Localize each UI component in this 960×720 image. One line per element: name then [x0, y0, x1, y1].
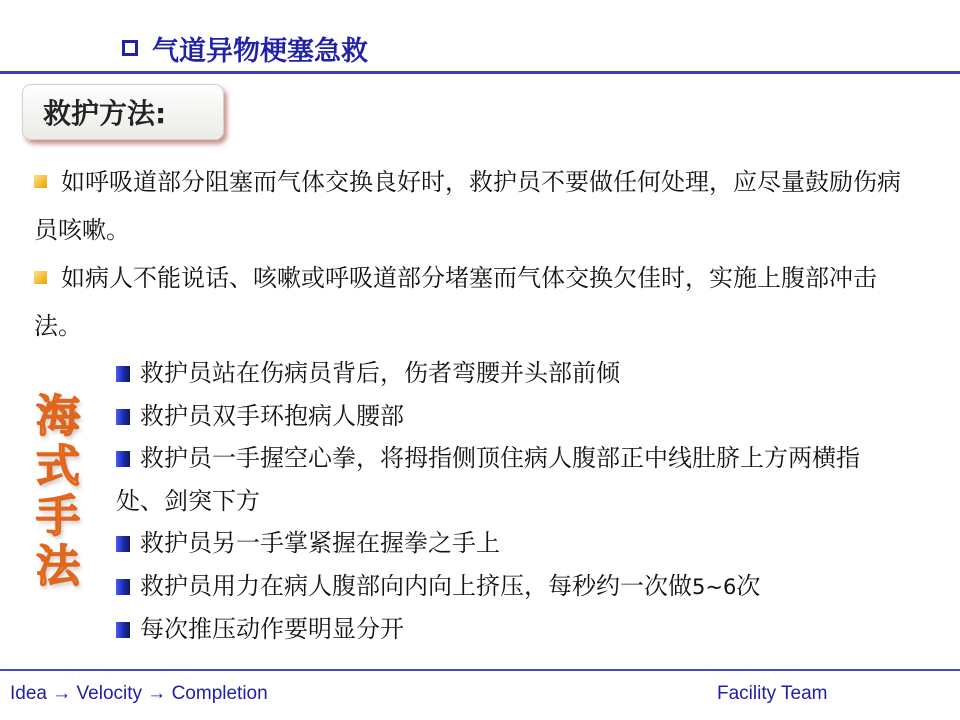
step-text: 次 [736, 571, 761, 600]
list-item [116, 565, 906, 609]
footer-tagline: Idea → Velocity → Completion [10, 683, 268, 704]
step-list [116, 352, 906, 651]
list-item [116, 522, 906, 565]
paragraph-text: 如病人不能说话、咳嗽或呼吸道部分堵塞而气体交换欠佳时，实施上腹部冲击法。 [34, 264, 877, 340]
bottom-divider [0, 669, 960, 671]
list-item [116, 395, 906, 438]
side-title-char: 手 [36, 491, 80, 542]
list-item [116, 608, 906, 651]
step-text: 救护员一手握空心拳，将拇指侧顶住病人腹部正中线肚脐上方两横指处、剑突下方 [116, 444, 860, 515]
step-text: 救护员站在伤病员背后，伤者弯腰并头部前倾 [140, 359, 620, 387]
square-bullet-icon [122, 40, 138, 56]
slide-title-text: 气道异物梗塞急救 [152, 35, 368, 67]
side-title-char: 法 [36, 541, 80, 592]
square-bullet-icon [116, 366, 130, 382]
step-number: 5~6 [692, 574, 737, 599]
square-bullet-icon [116, 579, 130, 595]
step-text: 救护员双手环抱病人腰部 [140, 401, 404, 430]
square-bullet-icon [34, 175, 47, 188]
method-tab [22, 84, 224, 140]
square-bullet-icon [116, 409, 130, 425]
paragraph [34, 254, 904, 350]
top-divider [0, 71, 960, 74]
square-bullet-icon [116, 622, 130, 638]
step-text: 救护员另一手掌紧握在握拳之手上 [140, 529, 500, 557]
slide-title [122, 28, 368, 68]
method-tab-label: 救护方法: [43, 97, 167, 130]
list-item [116, 352, 906, 395]
square-bullet-icon [116, 451, 130, 467]
step-text: 救护员用力在病人腹部向内向上挤压，每秒约一次做 [140, 571, 692, 600]
side-title [32, 392, 84, 592]
square-bullet-icon [116, 536, 130, 552]
step-text: 每次推压动作要明显分开 [140, 615, 404, 643]
side-title-char: 海 [36, 391, 80, 442]
side-title-char: 式 [36, 441, 80, 492]
paragraph-text: 如呼吸道部分阻塞而气体交换良好时，救护员不要做任何处理，应尽量鼓励伤病员咳嗽。 [34, 168, 901, 244]
paragraph [34, 158, 904, 254]
footer-team: Facility Team [717, 683, 828, 704]
list-item [116, 437, 906, 522]
square-bullet-icon [34, 271, 47, 284]
